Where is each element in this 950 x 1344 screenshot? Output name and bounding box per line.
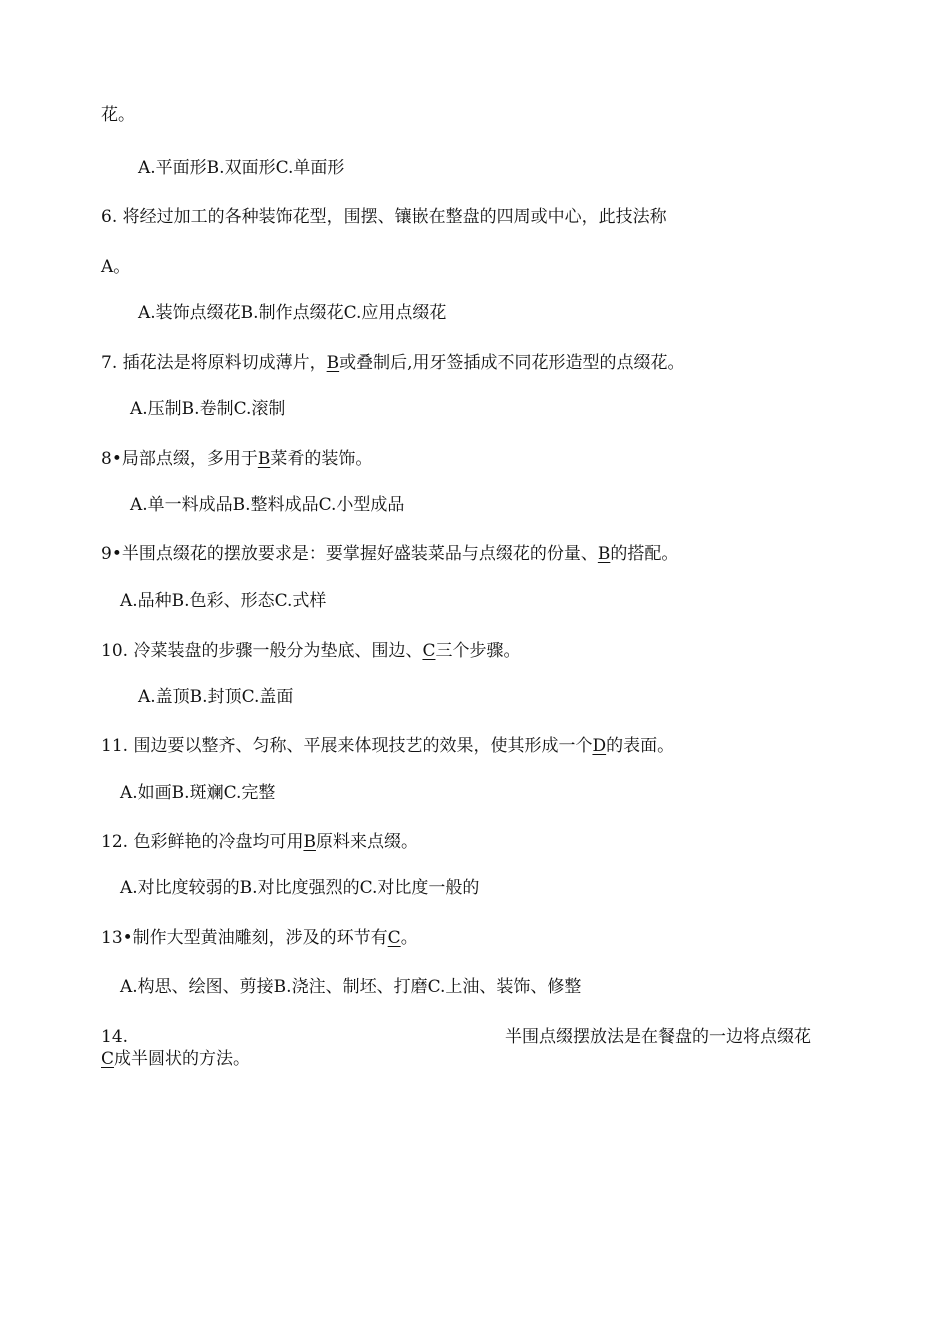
answer-blank: C — [387, 928, 401, 948]
q12-stem — [101, 831, 418, 853]
q13-stem — [101, 927, 418, 949]
stem-text: 11. 围边要以整齐、匀称、平展来体现技艺的效果，使其形成一个 — [101, 736, 593, 756]
q14-line2 — [101, 1048, 250, 1070]
answer-blank: B — [326, 353, 340, 373]
q14-right-text: 半围点缀摆放法是在餐盘的一边将点缀花 — [505, 1027, 811, 1047]
stem-text: 或叠制后,用牙签插成不同花形造型的点缀花。 — [339, 353, 685, 373]
answer-blank: B — [597, 544, 611, 564]
q11-stem — [101, 735, 674, 757]
stem-text: 的表面。 — [606, 736, 675, 756]
q9-options: A.品种B.色彩、形态C.式样 — [120, 591, 327, 611]
answer-blank: B — [303, 832, 316, 852]
answer-blank: B — [257, 449, 271, 469]
q7-stem — [101, 352, 685, 374]
q6-options: A.装饰点缀花B.制作点缀花C.应用点缀花 — [138, 303, 447, 323]
stem-text: 原料来点缀。 — [315, 832, 418, 852]
stem-text: 成半圆状的方法。 — [114, 1049, 251, 1069]
q9-stem — [101, 543, 678, 565]
q12-options: A.对比度较弱的B.对比度强烈的C.对比度一般的 — [120, 878, 480, 898]
q10-options: A.盖顶B.封顶C.盖面 — [138, 687, 294, 707]
stem-text: 8•局部点缀，多用于 — [101, 449, 258, 469]
q8-stem — [101, 448, 372, 470]
stem-text: 6. 将经过加工的各种装饰花型，围摆、镶嵌在整盘的四周或中心，此技法称 — [101, 207, 667, 227]
answer-blank: C — [422, 641, 436, 661]
q13-options: A.构思、绘图、剪接B.浇注、制坯、打磨C.上油、装饰、修整 — [120, 977, 582, 997]
stem-text: 12. 色彩鲜艳的冷盘均可用 — [101, 832, 304, 852]
stem-text: 7. 插花法是将原料切成薄片， — [101, 353, 327, 373]
q7-options: A.压制B.卷制C.滚制 — [130, 399, 286, 419]
q6-stem-line2 — [101, 256, 130, 278]
q5-options: A.平面形B.双面形C.单面形 — [138, 158, 345, 178]
q8-options: A.单一料成品B.整料成品C.小型成品 — [130, 495, 405, 515]
continuation-text: 花。 — [101, 105, 135, 125]
q14-number: 14. — [101, 1027, 129, 1047]
stem-text: 。 — [400, 928, 418, 948]
stem-text: 9•半围点缀花的摆放要求是：要掌握好盛装菜品与点缀花的份量、 — [101, 544, 598, 564]
answer-blank: D — [592, 736, 607, 756]
stem-text: 13•制作大型黄油雕刻，涉及的环节有 — [101, 928, 388, 948]
stem-text: 10. 冷菜装盘的步骤一般分为垫底、围边、 — [101, 641, 423, 661]
stem-text: 菜肴的装饰。 — [270, 449, 373, 469]
q11-options: A.如画B.斑斓C.完整 — [120, 783, 276, 803]
q6-stem — [101, 206, 667, 228]
stem-text: 的搭配。 — [610, 544, 679, 564]
stem-text: 三个步骤。 — [435, 641, 521, 661]
stem-text: A。 — [101, 257, 131, 277]
answer-blank: C — [101, 1049, 115, 1069]
q10-stem — [101, 640, 520, 662]
